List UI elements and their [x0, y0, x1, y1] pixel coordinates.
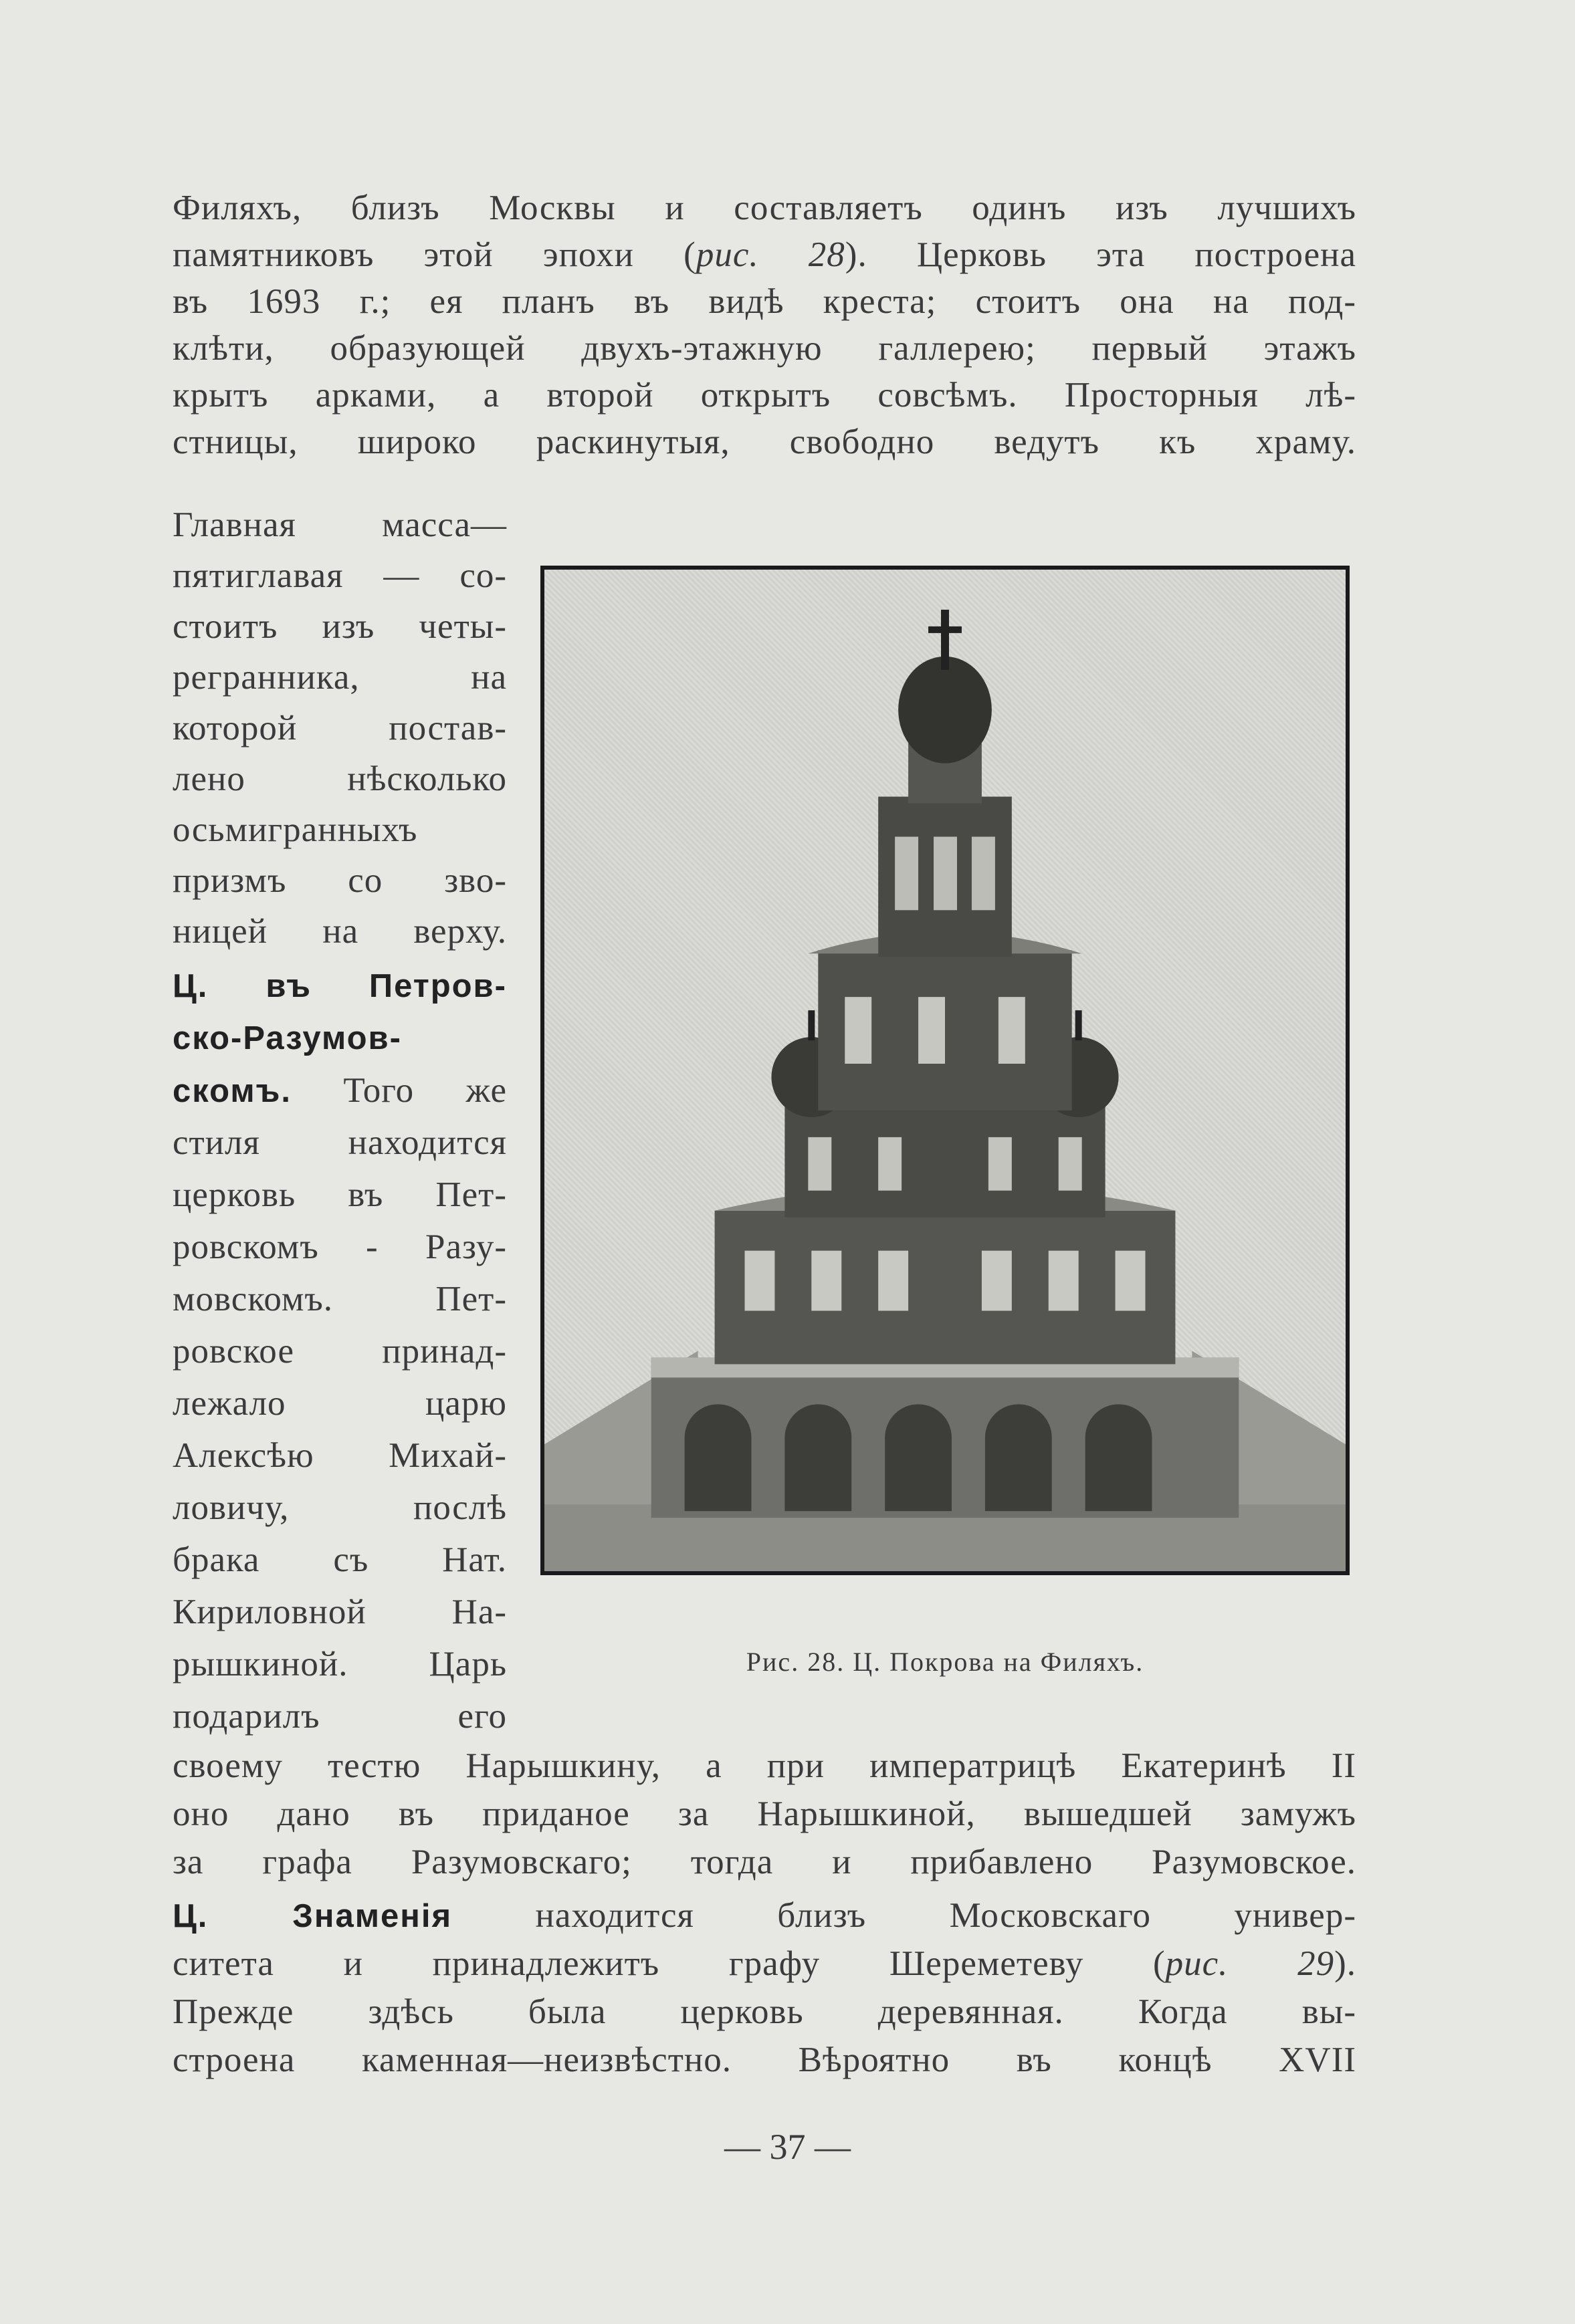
- text-line: ровскомъ - Разу-: [173, 1228, 507, 1266]
- text-line: призмъ со зво-: [173, 861, 507, 900]
- text-line: регранника, на: [173, 658, 507, 697]
- page-number: — 37 —: [724, 2127, 851, 2167]
- church-illustration: [540, 566, 1350, 1575]
- text-line: церковь въ Пет-: [173, 1175, 507, 1214]
- text-line: своему тестю Нарышкину, а при императрицѣ Екатеринѣ II: [173, 1746, 1356, 1785]
- text-line: которой постав-: [173, 709, 507, 747]
- text-line: крытъ арками, а второй открытъ совсѣмъ. Просторныя лѣ-: [173, 376, 1356, 415]
- text-line: рышкиной. Царь: [173, 1645, 507, 1683]
- text-line: за графа Разумовскаго; тогда и прибавлено Разумовское.: [173, 1843, 1356, 1881]
- text-line: стницы, широко раскинутыя, свободно ведутъ къ храму.: [173, 423, 1356, 461]
- section-heading: Ц. въ Петров-: [173, 968, 507, 1004]
- text-line: Ц. Знаменія находится близъ Московскаго универ-: [173, 1896, 1356, 1935]
- text-line: оно дано въ приданое за Нарышкиной, вышедшей замужъ: [173, 1794, 1356, 1833]
- text-line: лежало царю: [173, 1384, 507, 1423]
- text-line: пятиглавая — со-: [173, 556, 507, 595]
- church-of-intercession-at-fili-image: [544, 570, 1346, 1571]
- text-line: стоитъ изъ четы-: [173, 607, 507, 646]
- text-line: стиля находится: [173, 1123, 507, 1162]
- text-line: въ 1693 г.; ея планъ въ видѣ креста; стоитъ она на под-: [173, 282, 1356, 321]
- figure-reference: рис. 28: [696, 235, 845, 274]
- text-line: мовскомъ. Пет-: [173, 1280, 507, 1318]
- section-heading: ско-Разумов-: [173, 1020, 402, 1056]
- text-line: лено нѣсколько: [173, 760, 507, 798]
- section-heading: Ц. Знаменія: [173, 1898, 453, 1934]
- text-line: ситета и принадлежитъ графу Шереметеву (рис. 29).: [173, 1944, 1356, 1983]
- text-line: ровское принад-: [173, 1332, 507, 1371]
- text-line: памятниковъ этой эпохи (рис. 28). Церковь эта построена: [173, 235, 1356, 274]
- text-line: клѣти, образующей двухъ-этажную галлерею; первый этажъ: [173, 329, 1356, 368]
- section-heading: скомъ.: [173, 1073, 292, 1109]
- text-line: подарилъ его: [173, 1697, 507, 1736]
- text-line: осьмигранныхъ: [173, 810, 418, 849]
- text-line: Филяхъ, близъ Москвы и составляетъ одинъ изъ лучшихъ: [173, 189, 1356, 227]
- text-line: Кириловной На-: [173, 1593, 507, 1631]
- text-line: Прежде здѣсь была церковь деревянная. Когда вы-: [173, 1992, 1356, 2031]
- figure-reference: рис. 29: [1165, 1944, 1335, 1983]
- figure-caption: Рис. 28. Ц. Покрова на Филяхъ.: [746, 1647, 1144, 1677]
- text-line: скомъ. Того же: [173, 1071, 507, 1110]
- text-line: строена каменная—неизвѣстно. Вѣроятно въ концѣ XVII: [173, 2041, 1356, 2079]
- text-line: Главная масса—: [173, 505, 507, 544]
- text-line: брака съ Нат.: [173, 1540, 507, 1579]
- text-line: ловичу, послѣ: [173, 1488, 507, 1527]
- text-line: Алексѣю Михай-: [173, 1436, 507, 1475]
- text-line: ницей на верху.: [173, 912, 507, 951]
